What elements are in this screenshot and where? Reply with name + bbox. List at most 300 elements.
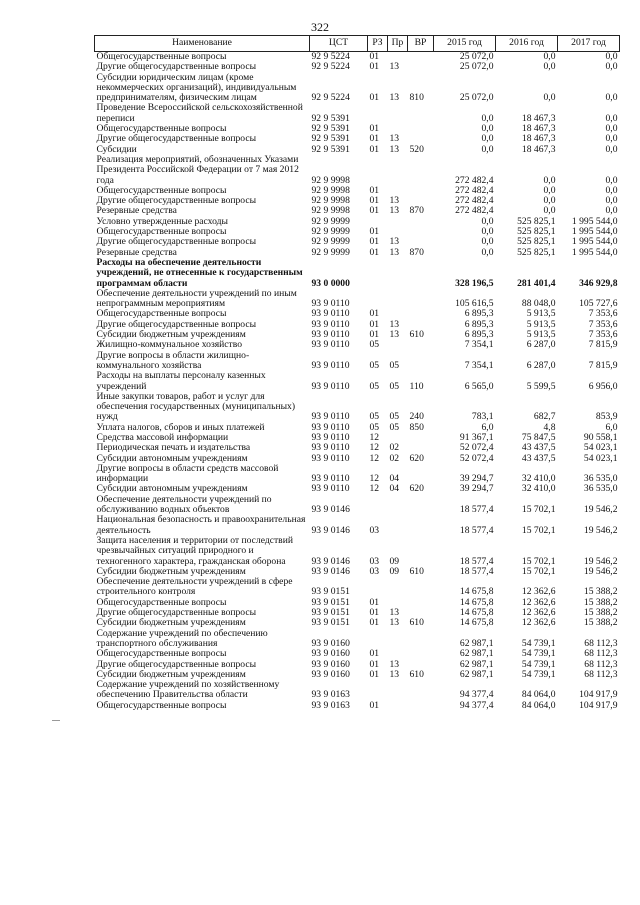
cell-name: Субсидии юридическим лицам (кроме некоммерческих организаций), индивидуальным предпринимателям, физическим лицам bbox=[96, 71, 297, 104]
cell-cst: 93 9 0160 bbox=[311, 658, 350, 670]
cell-2017: 19 546,2 bbox=[583, 504, 618, 516]
cell-name: Обеспечение деятельности учреждений по иным непрограммным мероприятиям bbox=[96, 287, 297, 310]
cell-rz: 01 bbox=[369, 205, 380, 217]
cell-cst: 92 9 5391 bbox=[311, 112, 350, 124]
cell-name: Субсидии бюджетным учреждениям bbox=[96, 329, 246, 341]
cell-rz bbox=[368, 155, 388, 186]
cell-vr bbox=[408, 227, 434, 237]
cell-name: Другие вопросы в области жилищно-коммунального хозяйства bbox=[96, 349, 250, 371]
cell-name: Средства массовой информации bbox=[96, 431, 229, 443]
cell-rz: 01 bbox=[369, 658, 380, 670]
cell-vr bbox=[408, 629, 434, 650]
cell-2016: 18 467,3 bbox=[521, 133, 556, 145]
cell-pr: 05 bbox=[389, 411, 400, 423]
cell-rz: 12 bbox=[369, 483, 380, 495]
cell-2016: 32 410,0 bbox=[521, 473, 556, 485]
cell-rz: 03 bbox=[369, 565, 380, 577]
cell-pr: 13 bbox=[389, 195, 400, 207]
cell-name: Общегосударственные вопросы bbox=[96, 596, 227, 608]
table-header-row bbox=[95, 36, 620, 52]
cell-pr bbox=[388, 258, 408, 289]
cell-rz: 05 bbox=[369, 380, 380, 392]
cell-2017: 7 353,6 bbox=[588, 329, 618, 341]
cell-2017: 7 815,9 bbox=[588, 339, 618, 351]
cell-cst: 93 9 0160 bbox=[311, 648, 350, 660]
cell-vr bbox=[408, 649, 434, 659]
cell-cst: 93 9 0110 bbox=[311, 318, 350, 330]
cell-rz: 01 bbox=[369, 143, 380, 155]
cell-2015: 91 367,1 bbox=[459, 431, 494, 443]
cell-pr bbox=[388, 701, 408, 711]
cell-2016: 43 437,5 bbox=[521, 452, 556, 464]
cell-vr bbox=[408, 340, 434, 350]
cell-2017: 15 388,2 bbox=[583, 617, 618, 629]
cell-2015: 52 072,4 bbox=[459, 442, 494, 454]
cell-vr bbox=[408, 598, 434, 608]
cell-2017: 7 353,6 bbox=[588, 318, 618, 330]
cell-2017: 68 112,3 bbox=[584, 637, 618, 649]
cell-cst: 93 9 0110 bbox=[311, 421, 350, 433]
cell-rz: 01 bbox=[369, 318, 380, 330]
cell-name: Общегосударственные вопросы bbox=[96, 123, 227, 135]
cell-vr bbox=[408, 124, 434, 134]
cell-cst: 92 9 9999 bbox=[311, 226, 350, 238]
cell-2015: 0,0 bbox=[481, 215, 494, 227]
cell-2017: 54 023,1 bbox=[583, 442, 618, 454]
cell-name: Другие общегосударственные вопросы bbox=[96, 61, 257, 73]
cell-2015: 6 895,3 bbox=[464, 329, 494, 341]
cell-rz: 01 bbox=[369, 617, 380, 629]
cell-2015: 272 482,4 bbox=[455, 184, 494, 196]
cell-cst: 93 9 0110 bbox=[311, 452, 350, 464]
cell-2016: 15 702,1 bbox=[521, 565, 556, 577]
cell-cst: 93 0 0000 bbox=[311, 277, 350, 289]
cell-rz: 01 bbox=[369, 596, 380, 608]
cell-pr bbox=[388, 680, 408, 701]
cell-name: Субсидии автономным учреждениям bbox=[96, 483, 248, 495]
cell-2015: 62 987,1 bbox=[459, 637, 494, 649]
cell-2015: 272 482,4 bbox=[455, 174, 494, 186]
cell-rz: 01 bbox=[369, 226, 380, 238]
margin-mark bbox=[52, 720, 60, 721]
cell-2015: 14 675,8 bbox=[459, 596, 494, 608]
cell-2015: 94 377,4 bbox=[459, 699, 494, 711]
cell-2017: 0,0 bbox=[605, 123, 618, 135]
cell-cst: 92 9 5224 bbox=[311, 61, 350, 73]
cell-vr: 610 bbox=[409, 668, 424, 680]
cell-vr bbox=[408, 495, 434, 516]
cell-vr: 610 bbox=[409, 617, 424, 629]
cell-2015: 105 616,5 bbox=[455, 298, 494, 310]
cell-name: Расходы на обеспечение деятельности учреждений, не отнесенные к государственным программам области bbox=[96, 256, 303, 289]
table-row bbox=[95, 258, 620, 289]
cell-cst: 93 9 0151 bbox=[311, 607, 350, 619]
table-row bbox=[95, 73, 620, 104]
cell-2017: 36 535,0 bbox=[583, 473, 618, 485]
cell-2017: 1 995 544,0 bbox=[571, 215, 618, 227]
cell-pr: 13 bbox=[389, 607, 400, 619]
cell-name: Реализация мероприятий, обозначенных Указами Президента Российской Федерации от 7 мая 2012 года bbox=[96, 153, 299, 186]
cell-cst: 92 9 5391 bbox=[311, 123, 350, 135]
header-pr: Пр bbox=[388, 36, 408, 52]
cell-rz: 03 bbox=[369, 524, 380, 536]
table-row bbox=[95, 289, 620, 310]
cell-pr bbox=[388, 577, 408, 598]
cell-vr: 620 bbox=[409, 452, 424, 464]
cell-name: Условно утвержденные расходы bbox=[96, 215, 228, 227]
cell-2016: 15 702,1 bbox=[521, 555, 556, 567]
cell-vr bbox=[408, 289, 434, 310]
cell-pr: 13 bbox=[389, 668, 400, 680]
cell-cst: 93 9 0151 bbox=[311, 617, 350, 629]
cell-2015: 25 072,0 bbox=[459, 92, 494, 104]
cell-cst: 93 9 0110 bbox=[311, 329, 350, 341]
cell-2016: 15 702,1 bbox=[521, 504, 556, 516]
cell-cst: 93 9 0110 bbox=[311, 431, 350, 443]
cell-rz: 01 bbox=[369, 308, 380, 320]
cell-2015: 6 895,3 bbox=[464, 318, 494, 330]
cell-pr bbox=[388, 495, 408, 516]
cell-2015: 0,0 bbox=[481, 226, 494, 238]
cell-name: Содержание учреждений по хозяйственному обеспечению Правительства области bbox=[96, 679, 280, 701]
cell-pr: 13 bbox=[389, 236, 400, 248]
cell-2017: 104 917,9 bbox=[579, 699, 618, 711]
cell-vr bbox=[408, 309, 434, 319]
cell-pr: 04 bbox=[389, 473, 400, 485]
cell-2015: 272 482,4 bbox=[455, 205, 494, 217]
cell-cst: 92 9 9998 bbox=[311, 174, 350, 186]
cell-name: Субсидии бюджетным учреждениям bbox=[96, 668, 246, 680]
cell-name: Субсидии bbox=[96, 143, 137, 155]
cell-2015: 62 987,1 bbox=[459, 658, 494, 670]
cell-cst: 92 9 5224 bbox=[311, 51, 350, 62]
cell-2015: 62 987,1 bbox=[459, 668, 494, 680]
cell-pr bbox=[388, 340, 408, 350]
cell-name: Другие вопросы в области средств массовой информации bbox=[96, 462, 279, 485]
cell-2015: 6,0 bbox=[481, 421, 494, 433]
cell-rz: 01 bbox=[369, 648, 380, 660]
cell-name: Защита населения и территории от последствий чрезвычайных ситуаций природного и техногенного характера, гражданская оборона bbox=[96, 534, 293, 567]
cell-2016: 32 410,0 bbox=[521, 483, 556, 495]
cell-name: Общегосударственные вопросы bbox=[96, 226, 227, 238]
cell-name: Резервные средства bbox=[96, 205, 177, 217]
cell-2015: 328 196,5 bbox=[455, 277, 494, 289]
cell-cst: 92 9 9999 bbox=[311, 215, 350, 227]
cell-2017: 54 023,1 bbox=[583, 452, 618, 464]
cell-vr: 870 bbox=[409, 205, 424, 217]
table-row bbox=[95, 351, 620, 372]
cell-rz: 05 bbox=[369, 411, 380, 423]
cell-2017: 68 112,3 bbox=[584, 648, 618, 660]
table-row bbox=[95, 701, 620, 711]
cell-pr bbox=[388, 217, 408, 227]
cell-cst: 93 9 0163 bbox=[311, 699, 350, 711]
cell-2016: 281 401,4 bbox=[517, 277, 556, 289]
table-row bbox=[95, 680, 620, 701]
cell-2017: 19 546,2 bbox=[583, 565, 618, 577]
cell-2015: 6 565,0 bbox=[464, 380, 494, 392]
cell-pr: 13 bbox=[389, 133, 400, 145]
cell-name: Расходы на выплаты персоналу казенных учреждений bbox=[96, 370, 266, 392]
cell-cst: 93 9 0151 bbox=[311, 586, 350, 598]
cell-rz: 01 bbox=[369, 329, 380, 341]
cell-name: Общегосударственные вопросы bbox=[96, 51, 227, 62]
cell-rz: 05 bbox=[369, 359, 380, 371]
cell-2017: 68 112,3 bbox=[584, 668, 618, 680]
table-row bbox=[95, 649, 620, 659]
cell-rz: 01 bbox=[369, 61, 380, 73]
cell-rz: 12 bbox=[369, 452, 380, 464]
cell-name: Другие общегосударственные вопросы bbox=[96, 318, 257, 330]
cell-pr: 05 bbox=[389, 421, 400, 433]
cell-pr: 05 bbox=[389, 359, 400, 371]
cell-name: Уплата налогов, сборов и иных платежей bbox=[96, 421, 265, 433]
cell-2017: 1 995 544,0 bbox=[571, 236, 618, 248]
cell-2016: 0,0 bbox=[543, 51, 556, 62]
cell-2016: 18 467,3 bbox=[521, 112, 556, 124]
cell-pr: 04 bbox=[389, 483, 400, 495]
cell-cst: 93 9 0110 bbox=[311, 483, 350, 495]
cell-2015: 0,0 bbox=[481, 143, 494, 155]
table-row bbox=[95, 392, 620, 423]
cell-rz: 01 bbox=[369, 195, 380, 207]
cell-name: Субсидии бюджетным учреждениям bbox=[96, 565, 246, 577]
cell-name: Другие общегосударственные вопросы bbox=[96, 658, 257, 670]
cell-pr: 09 bbox=[389, 565, 400, 577]
cell-2015: 39 294,7 bbox=[459, 473, 494, 485]
table-row bbox=[95, 495, 620, 516]
cell-pr: 13 bbox=[389, 318, 400, 330]
header-2015: 2015 год bbox=[434, 36, 496, 52]
cell-pr: 13 bbox=[389, 329, 400, 341]
cell-rz: 01 bbox=[369, 246, 380, 258]
table-row bbox=[95, 577, 620, 598]
cell-cst: 93 9 0110 bbox=[311, 473, 350, 485]
cell-vr: 870 bbox=[409, 246, 424, 258]
table-row bbox=[95, 371, 620, 392]
cell-2017: 0,0 bbox=[605, 112, 618, 124]
cell-vr bbox=[408, 186, 434, 196]
cell-2017: 104 917,9 bbox=[579, 689, 618, 701]
cell-2016: 6 287,0 bbox=[526, 339, 556, 351]
cell-pr: 09 bbox=[389, 555, 400, 567]
cell-name: Периодическая печать и издательства bbox=[96, 442, 251, 454]
cell-vr bbox=[408, 52, 434, 63]
cell-rz: 12 bbox=[369, 473, 380, 485]
cell-rz: 12 bbox=[369, 431, 380, 443]
cell-2017: 0,0 bbox=[605, 51, 618, 62]
cell-name: Обеспечение деятельности учреждений по обслуживанию водных объектов bbox=[96, 493, 272, 516]
cell-name: Содержание учреждений по обеспечению транспортного обслуживания bbox=[96, 627, 268, 649]
cell-cst: 92 9 9999 bbox=[311, 246, 350, 258]
cell-vr bbox=[408, 464, 434, 485]
cell-cst: 92 9 9998 bbox=[311, 195, 350, 207]
header-2016: 2016 год bbox=[496, 36, 558, 52]
cell-2016: 0,0 bbox=[543, 184, 556, 196]
cell-name: Другие общегосударственные вопросы bbox=[96, 236, 257, 248]
cell-2015: 272 482,4 bbox=[455, 195, 494, 207]
cell-2017: 6,0 bbox=[605, 421, 618, 433]
cell-2015: 18 577,4 bbox=[459, 524, 494, 536]
cell-2015: 39 294,7 bbox=[459, 483, 494, 495]
cell-pr: 13 bbox=[389, 617, 400, 629]
cell-2017: 19 546,2 bbox=[583, 555, 618, 567]
cell-vr bbox=[408, 155, 434, 186]
cell-rz: 01 bbox=[369, 668, 380, 680]
cell-vr bbox=[408, 515, 434, 536]
table-row bbox=[95, 536, 620, 567]
cell-2015: 25 072,0 bbox=[459, 61, 494, 73]
cell-name: Национальная безопасность и правоохранительная деятельность bbox=[96, 514, 306, 536]
cell-name: Иные закупки товаров, работ и услуг для обеспечения государственных (муниципальных) нужд bbox=[96, 390, 296, 423]
cell-cst: 92 9 5224 bbox=[311, 92, 350, 104]
cell-2016: 75 847,5 bbox=[521, 431, 556, 443]
cell-rz bbox=[368, 629, 388, 650]
cell-rz: 01 bbox=[369, 236, 380, 248]
cell-pr: 02 bbox=[389, 452, 400, 464]
cell-rz: 01 bbox=[369, 92, 380, 104]
cell-rz: 12 bbox=[369, 442, 380, 454]
cell-rz: 01 bbox=[369, 607, 380, 619]
cell-2015: 25 072,0 bbox=[459, 51, 494, 62]
table-row bbox=[95, 103, 620, 124]
cell-2015: 7 354,1 bbox=[464, 339, 494, 351]
cell-2016: 525 825,1 bbox=[517, 246, 556, 258]
cell-rz bbox=[368, 258, 388, 289]
cell-pr bbox=[388, 515, 408, 536]
cell-2016: 54 739,1 bbox=[521, 668, 556, 680]
cell-name: Общегосударственные вопросы bbox=[96, 648, 227, 660]
cell-2016: 12 362,6 bbox=[521, 586, 556, 598]
cell-cst: 93 9 0151 bbox=[311, 596, 350, 608]
cell-vr: 620 bbox=[409, 483, 424, 495]
cell-2017: 7 353,6 bbox=[588, 308, 618, 320]
cell-cst: 93 9 0110 bbox=[311, 298, 350, 310]
cell-name: Общегосударственные вопросы bbox=[96, 699, 227, 711]
cell-name: Другие общегосударственные вопросы bbox=[96, 195, 257, 207]
cell-rz bbox=[368, 289, 388, 310]
cell-2017: 0,0 bbox=[605, 143, 618, 155]
cell-2017: 0,0 bbox=[605, 195, 618, 207]
cell-2016: 0,0 bbox=[543, 92, 556, 104]
cell-2016: 18 467,3 bbox=[521, 123, 556, 135]
cell-cst: 92 9 5391 bbox=[311, 143, 350, 155]
cell-2016: 5 913,5 bbox=[526, 329, 556, 341]
cell-vr bbox=[408, 62, 434, 72]
cell-2017: 19 546,2 bbox=[583, 524, 618, 536]
header-cst: ЦСТ bbox=[310, 36, 368, 52]
cell-2017: 0,0 bbox=[605, 205, 618, 217]
cell-cst: 93 9 0163 bbox=[311, 689, 350, 701]
cell-name: Жилищно-коммунальное хозяйство bbox=[96, 339, 243, 351]
cell-2016: 0,0 bbox=[543, 195, 556, 207]
cell-2015: 18 577,4 bbox=[459, 565, 494, 577]
cell-2015: 0,0 bbox=[481, 112, 494, 124]
cell-vr: 850 bbox=[409, 421, 424, 433]
cell-2015: 0,0 bbox=[481, 236, 494, 248]
page-number: 322 bbox=[311, 20, 329, 34]
cell-pr bbox=[388, 649, 408, 659]
cell-pr: 13 bbox=[389, 246, 400, 258]
cell-2015: 14 675,8 bbox=[459, 607, 494, 619]
cell-name: Субсидии бюджетным учреждениям bbox=[96, 617, 246, 629]
cell-cst: 92 9 9999 bbox=[311, 236, 350, 248]
cell-2016: 525 825,1 bbox=[517, 226, 556, 238]
cell-2015: 14 675,8 bbox=[459, 586, 494, 598]
cell-cst: 93 9 0160 bbox=[311, 668, 350, 680]
cell-2015: 783,1 bbox=[471, 411, 494, 423]
cell-2016: 525 825,1 bbox=[517, 236, 556, 248]
cell-vr bbox=[408, 103, 434, 124]
header-rz: РЗ bbox=[368, 36, 388, 52]
cell-vr bbox=[408, 536, 434, 567]
cell-2016: 4,8 bbox=[543, 421, 556, 433]
cell-2016: 6 287,0 bbox=[526, 359, 556, 371]
cell-pr: 13 bbox=[389, 143, 400, 155]
cell-2015: 62 987,1 bbox=[459, 648, 494, 660]
cell-2017: 0,0 bbox=[605, 92, 618, 104]
cell-2015: 0,0 bbox=[481, 123, 494, 135]
cell-2016: 54 739,1 bbox=[521, 648, 556, 660]
cell-rz: 01 bbox=[369, 123, 380, 135]
cell-2017: 15 388,2 bbox=[583, 596, 618, 608]
cell-pr bbox=[388, 155, 408, 186]
cell-2016: 5 913,5 bbox=[526, 318, 556, 330]
cell-2016: 12 362,6 bbox=[521, 617, 556, 629]
cell-cst: 93 9 0110 bbox=[311, 380, 350, 392]
cell-vr: 240 bbox=[409, 411, 424, 423]
cell-2016: 12 362,6 bbox=[521, 596, 556, 608]
cell-rz: 05 bbox=[369, 339, 380, 351]
cell-pr: 05 bbox=[389, 380, 400, 392]
cell-2016: 54 739,1 bbox=[521, 637, 556, 649]
cell-2015: 0,0 bbox=[481, 246, 494, 258]
cell-2017: 36 535,0 bbox=[583, 483, 618, 495]
cell-2016: 84 064,0 bbox=[521, 699, 556, 711]
cell-2017: 0,0 bbox=[605, 184, 618, 196]
cell-vr bbox=[408, 217, 434, 227]
cell-rz bbox=[368, 680, 388, 701]
cell-name: Другие общегосударственные вопросы bbox=[96, 133, 257, 145]
cell-pr bbox=[388, 103, 408, 124]
cell-2016: 682,7 bbox=[533, 411, 556, 423]
cell-vr bbox=[408, 433, 434, 443]
cell-2016: 15 702,1 bbox=[521, 524, 556, 536]
cell-2015: 0,0 bbox=[481, 133, 494, 145]
table-row bbox=[95, 515, 620, 536]
cell-cst: 93 9 0160 bbox=[311, 637, 350, 649]
cell-cst: 93 9 0110 bbox=[311, 442, 350, 454]
cell-vr: 110 bbox=[409, 380, 424, 392]
header-vr: ВР bbox=[408, 36, 434, 52]
cell-rz: 01 bbox=[369, 699, 380, 711]
cell-2016: 84 064,0 bbox=[521, 689, 556, 701]
cell-2015: 7 354,1 bbox=[464, 359, 494, 371]
cell-2017: 0,0 bbox=[605, 133, 618, 145]
cell-cst: 93 9 0110 bbox=[311, 308, 350, 320]
budget-table bbox=[94, 35, 620, 711]
cell-rz: 03 bbox=[369, 555, 380, 567]
cell-pr bbox=[388, 629, 408, 650]
cell-2017: 15 388,2 bbox=[583, 586, 618, 598]
cell-vr bbox=[408, 577, 434, 598]
cell-pr: 13 bbox=[389, 92, 400, 104]
cell-rz bbox=[368, 103, 388, 124]
cell-2015: 52 072,4 bbox=[459, 452, 494, 464]
cell-2017: 15 388,2 bbox=[583, 607, 618, 619]
cell-2016: 525 825,1 bbox=[517, 215, 556, 227]
cell-2017: 1 995 544,0 bbox=[571, 246, 618, 258]
